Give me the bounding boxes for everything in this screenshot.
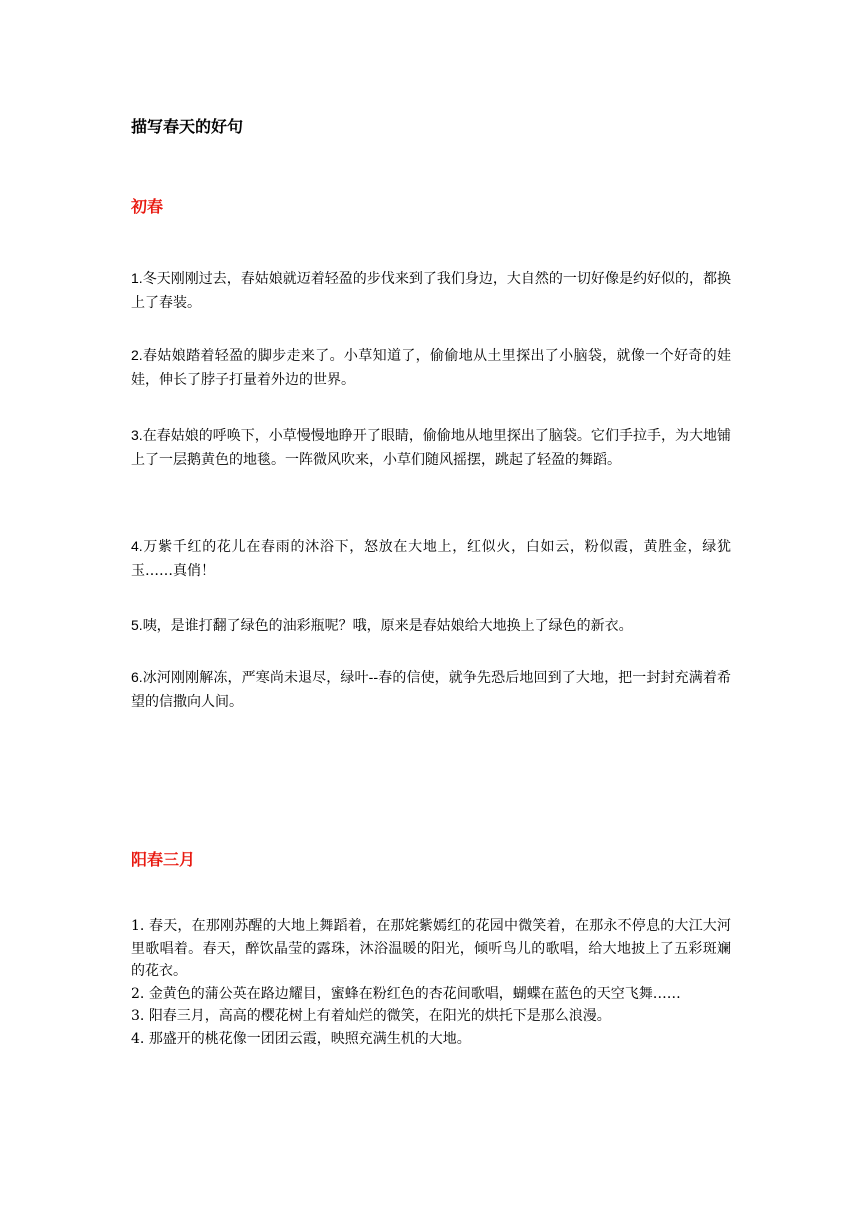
section-heading-march-spring: 阳春三月 (131, 850, 196, 869)
paragraph-early-spring-1 (131, 266, 731, 315)
paragraph-early-spring-2 (131, 343, 731, 392)
list-item (131, 915, 731, 983)
item-text: 万紫千红的花儿在春雨的沐浴下，怒放在大地上，红似火，白如云，粉似霞，黄胜金，绿犹玉……真俏！ (131, 539, 731, 579)
item-number: 2. (131, 347, 143, 363)
document-title: 描写春天的好句 (131, 117, 244, 136)
paragraph-early-spring-5 (131, 613, 731, 638)
paragraph-early-spring-6 (131, 665, 731, 714)
item-text: 春天，在那刚苏醒的大地上舞蹈着，在那姹紫嫣红的花园中微笑着，在那永不停息的大江大河里歌唱着。春天，醉饮晶莹的露珠，沐浴温暖的阳光，倾听鸟儿的歌唱，给大地披上了五彩斑斓的花衣。 (131, 918, 732, 979)
item-number: 1. (131, 270, 143, 286)
paragraph-early-spring-3 (131, 423, 731, 472)
item-number: 3. (131, 427, 143, 443)
item-number: 4. (131, 538, 143, 554)
item-text: 冬天刚刚过去，春姑娘就迈着轻盈的步伐来到了我们身边，大自然的一切好像是约好似的，都换上了春装。 (131, 271, 731, 311)
item-text: 在春姑娘的呼唤下，小草慢慢地睁开了眼睛，偷偷地从地里探出了脑袋。它们手拉手，为大地铺上了一层鹅黄色的地毯。一阵微风吹来，小草们随风摇摆，跳起了轻盈的舞蹈。 (131, 428, 731, 468)
section-heading-early-spring: 初春 (131, 197, 164, 216)
march-spring-list (131, 915, 731, 1050)
item-text: 阳春三月，高高的樱花树上有着灿烂的微笑，在阳光的烘托下是那么浪漫。 (148, 1008, 611, 1024)
list-item (131, 983, 731, 1006)
item-text: 春姑娘踏着轻盈的脚步走来了。小草知道了，偷偷地从土里探出了小脑袋，就像一个好奇的娃娃，伸长了脖子打量着外边的世界。 (131, 348, 731, 388)
item-number: 6. (131, 669, 143, 685)
item-number: 1. (131, 918, 145, 934)
item-number: 4. (131, 1030, 145, 1047)
item-number: 2. (131, 985, 145, 1002)
item-number: 5. (131, 617, 143, 633)
list-item (131, 1028, 731, 1051)
list-item (131, 1005, 731, 1028)
item-text: 金黄色的蒲公英在路边耀目，蜜蜂在粉红色的杏花间歌唱，蝴蝶在蓝色的天空飞舞…… (148, 985, 681, 1002)
item-text: 冰河刚刚解冻，严寒尚未退尽，绿叶--春的信使，就争先恐后地回到了大地，把一封封充满着希望的信撒向人间。 (131, 670, 731, 710)
paragraph-early-spring-4 (131, 534, 731, 583)
item-number: 3. (131, 1008, 145, 1024)
item-text: 那盛开的桃花像一团团云霞，映照充满生机的大地。 (148, 1030, 471, 1047)
item-text: 咦，是谁打翻了绿色的油彩瓶呢？哦，原来是春姑娘给大地换上了绿色的新衣。 (142, 618, 633, 634)
